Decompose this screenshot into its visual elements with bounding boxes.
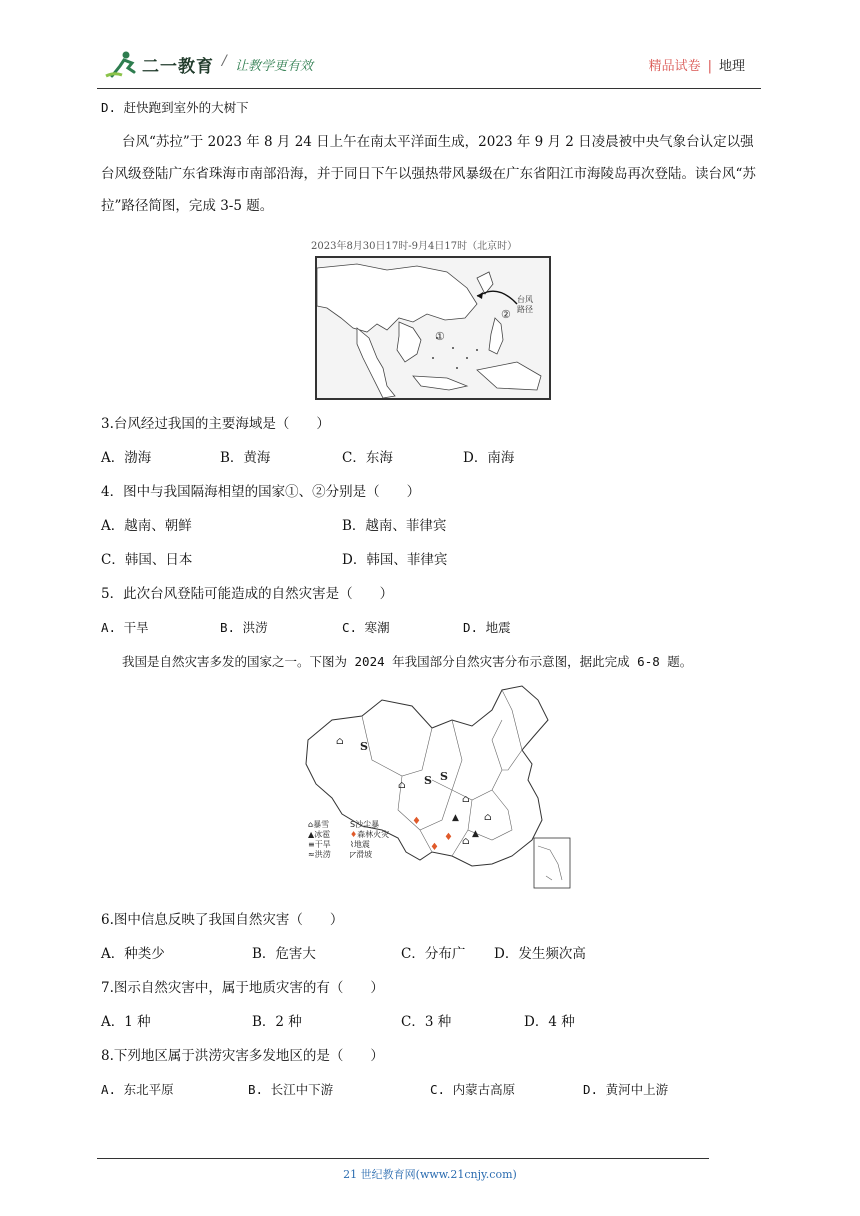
legend-item-forest-fire: ♦森林火灾 <box>350 830 390 839</box>
q4-option-c: C．韩国、日本 <box>101 552 193 568</box>
passage-2: 我国是自然灾害多发的国家之一。下图为 2024 年我国部分自然灾害分布示意图，据此完成 6-8 题。 <box>122 654 693 669</box>
passage-1: 台风“苏拉”于 2023 年 8 月 24 日上午在南太平洋面生成，2023 年 9 月 2 日凌晨被中央气象台认定以强台风级登陆广东省珠海市南部沿海，并于同日下午以强热带风暴级在广东省阳江市海陵岛再次登陆。读台风“苏拉”路径简图，完成 3-5 题。 <box>101 134 756 214</box>
q5-option-a: A. 干旱 <box>101 620 149 635</box>
question-7-stem: 7.图示自然灾害中，属于地质灾害的有（ ） <box>101 980 384 996</box>
legend-label: 沙尘暴 <box>355 820 380 829</box>
q5-option-c: C. 寒潮 <box>342 620 390 635</box>
q3-option-a: A．渤海 <box>101 450 152 466</box>
question-5-stem: 5．此次台风登陆可能造成的自然灾害是（ ） <box>101 586 394 602</box>
q4-option-d: D．韩国、菲律宾 <box>342 552 448 568</box>
legend-item-drought: ≡干旱 <box>308 840 331 849</box>
question-6-stem: 6.图中信息反映了我国自然灾害（ ） <box>101 912 344 928</box>
marker-1: ① <box>435 330 445 343</box>
svg-text:⌂: ⌂ <box>484 812 492 823</box>
legend-item-hail: ▲冰雹 <box>308 830 331 839</box>
q5-option-b: B. 洪涝 <box>220 620 268 635</box>
logo-text: 二一教育 <box>142 57 214 77</box>
svg-text:♦: ♦ <box>430 842 439 853</box>
question-8-stem: 8.下列地区属于洪涝灾害多发地区的是（ ） <box>101 1048 384 1064</box>
q8-option-a: A. 东北平原 <box>101 1082 174 1097</box>
q6-option-b: B．危害大 <box>252 946 316 962</box>
footer-divider <box>97 1158 709 1159</box>
svg-text:♦: ♦ <box>412 816 421 827</box>
q7-option-b: B．2 种 <box>252 1014 302 1030</box>
q8-option-d: D. 黄河中上游 <box>583 1082 669 1097</box>
question-3-stem: 3.台风经过我国的主要海域是（ ） <box>101 416 330 432</box>
q8-option-c: C. 内蒙古高原 <box>430 1082 516 1097</box>
header-tag: 精品试卷 <box>648 59 701 74</box>
q6-option-a: A．种类少 <box>101 946 165 962</box>
q3-option-d: D．南海 <box>463 450 515 466</box>
footer-link[interactable]: 21 世纪教育网(www.21cnjy.com) <box>343 1168 517 1181</box>
logo-divider: / <box>222 53 227 69</box>
legend-label: 暴雪 <box>313 820 330 829</box>
typhoon-path-map <box>315 256 551 400</box>
china-map-graphic <box>302 680 572 892</box>
legend-item-flood: ≈洪涝 <box>308 850 331 859</box>
q4-option-a: A．越南、朝鲜 <box>101 518 192 534</box>
q7-option-d: D．4 种 <box>524 1014 575 1030</box>
q7-option-a: A．1 种 <box>101 1014 151 1030</box>
q3-option-b: B．黄海 <box>220 450 271 466</box>
legend-item-earthquake: ⌇地震 <box>350 840 370 849</box>
china-disaster-map <box>302 680 572 892</box>
q5-option-d: D. 地震 <box>463 620 511 635</box>
legend-label: 冰雹 <box>314 830 331 839</box>
runner-logo-icon <box>104 50 140 80</box>
typhoon-legend-label-2: 路径 <box>517 305 533 314</box>
svg-text:⌂: ⌂ <box>462 794 470 805</box>
typhoon-map-graphic <box>317 258 549 398</box>
svg-text:▲: ▲ <box>452 813 459 823</box>
svg-text:⌂: ⌂ <box>398 780 406 791</box>
q8-option-b: B. 长江中下游 <box>248 1082 334 1097</box>
svg-text:S: S <box>360 740 368 753</box>
question-4-stem: 4．图中与我国隔海相望的国家①、②分别是（ ） <box>101 484 421 500</box>
legend-label: 滑坡 <box>356 850 373 859</box>
svg-text:⌂: ⌂ <box>462 836 470 847</box>
svg-text:S: S <box>424 774 432 787</box>
slogan: 让教学更有效 <box>235 59 314 74</box>
legend-label: 干旱 <box>314 840 331 849</box>
svg-text:S: S <box>440 770 448 783</box>
legend-item-sandstorm: S沙尘暴 <box>350 820 380 829</box>
typhoon-legend-label-1: 台风 <box>517 295 533 304</box>
svg-text:▲: ▲ <box>472 829 479 839</box>
q3-option-c: C．东海 <box>342 450 393 466</box>
legend-label: 洪涝 <box>314 850 331 859</box>
legend-label: 森林火灾 <box>357 830 390 839</box>
q4-option-b: B．越南、菲律宾 <box>342 518 447 534</box>
svg-text:⌂: ⌂ <box>336 736 344 747</box>
header-subject: 地理 <box>718 59 745 74</box>
q6-option-d: D．发生频次高 <box>494 946 586 962</box>
legend-label: 地震 <box>353 840 370 849</box>
logo <box>104 48 344 84</box>
q7-option-c: C．3 种 <box>401 1014 452 1030</box>
header-separator: | <box>707 59 712 74</box>
map1-title: 2023年8月30日17时-9月4日17时（北京时） <box>311 241 518 252</box>
header-right <box>649 55 745 74</box>
legend-item-landslide: ◸滑坡 <box>350 850 373 859</box>
prev-option-d: D. 赶快跑到室外的大树下 <box>101 100 249 115</box>
q6-option-c: C．分布广 <box>401 946 466 962</box>
marker-2: ② <box>501 308 511 321</box>
svg-text:♦: ♦ <box>444 832 453 843</box>
header-divider <box>97 88 761 89</box>
legend-item-blizzard: ⌂暴雪 <box>308 820 330 829</box>
